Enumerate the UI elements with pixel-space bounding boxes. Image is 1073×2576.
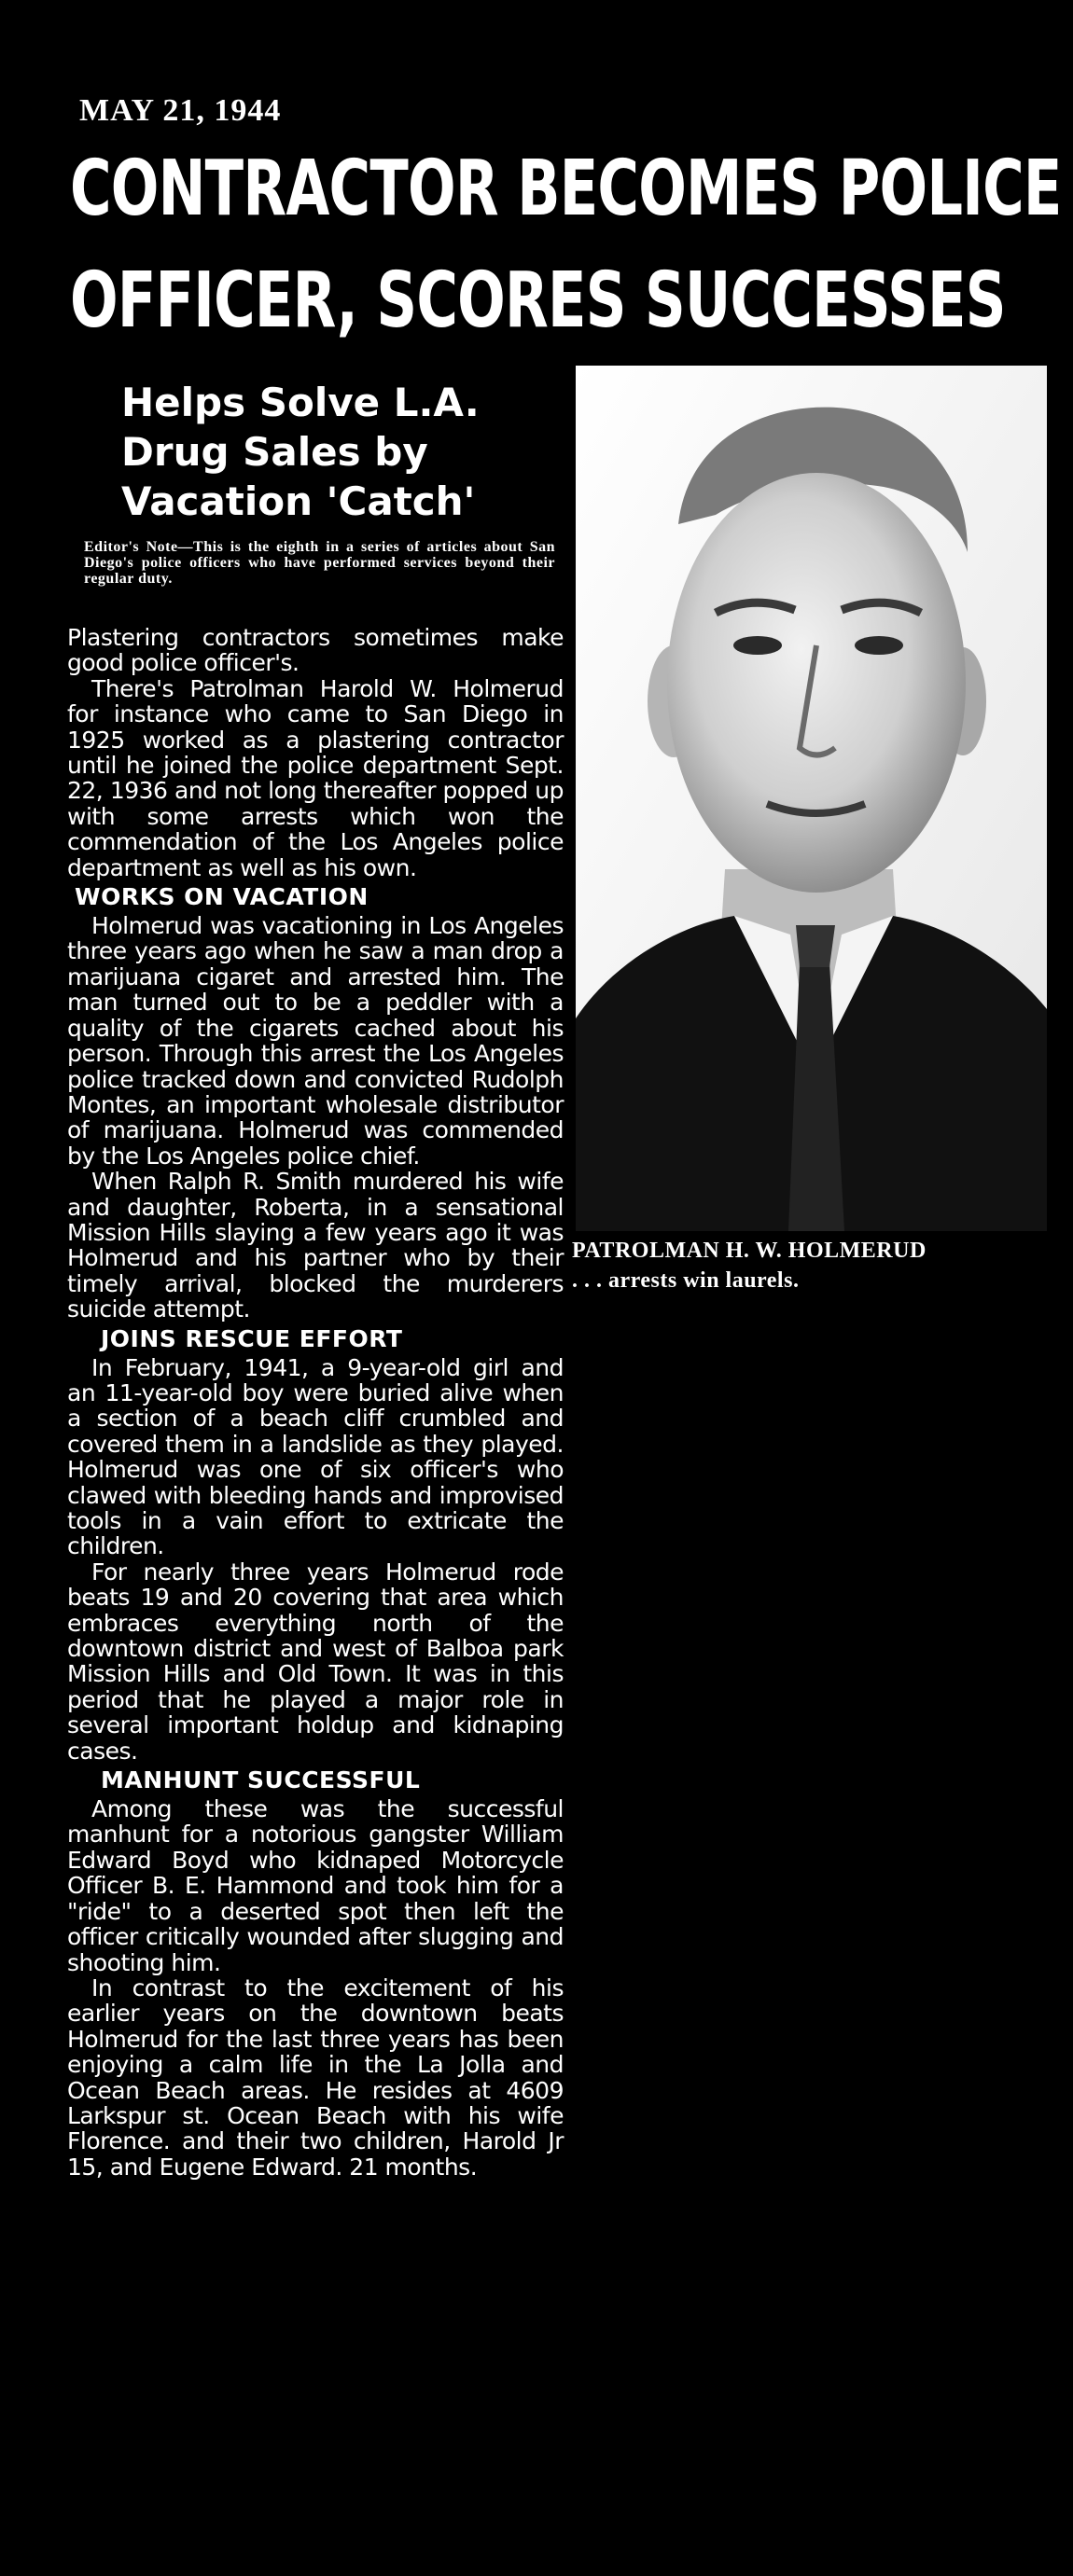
portrait-photo: [576, 366, 1047, 1231]
editors-note: Editor's Note—This is the eighth in a series of articles about San Diego's police officers who have performed services beyond their regular duty.: [84, 539, 555, 587]
portrait-image: [576, 366, 1047, 1231]
article-body: [67, 625, 564, 2180]
paragraph: When Ralph R. Smith murdered his wife and daughter, Roberta, in a sensational Mission Hills slaying a few years ago it was Holmerud and his partner who by their timely arrival, blocked the murderers suicide attempt.: [67, 1168, 564, 1323]
paragraph: For nearly three years Holmerud rode beats 19 and 20 covering that area which embraces everything north of the downtown district and west of Balboa park Mission Hills and Old Town. It was in this period that he played a major role in several important holdup and kidnaping cases.: [67, 1558, 564, 1765]
subheadline: Helps Solve L.A. Drug Sales by Vacation 'Catch': [121, 380, 480, 524]
section-heading: WORKS ON VACATION: [75, 883, 369, 911]
photo-caption-sub: . . . arrests win laurels.: [572, 1268, 800, 1293]
paragraph: Holmerud was vacationing in Los Angeles three years ago when he saw a man drop a marijuana cigaret and arrested him. The man turned out to be a peddler with a quality of the cigarets cached about his person. Through this arrest the Los Angeles police tracked down and convicted Rudolph Montes, an important wholesale distributor of marijuana. Holmerud was commended by the Los Angeles police chief.: [67, 912, 564, 1170]
paragraph: Among these was the successful manhunt for a notorious gangster William Edward Boyd who kidnaped Motorcycle Officer B. E. Hammond and took him for a "ride" to a deserted spot then left the officer critically wounded after slugging and shooting him.: [67, 1795, 564, 1976]
paragraph: Plastering contractors sometimes make good police officer's.: [67, 624, 564, 677]
paragraph: In contrast to the excitement of his earlier years on the downtown beats Holmerud for the last three years has been enjoying a calm life in the La Jolla and Ocean Beach areas. He resides at 4609 Larkspur st. Ocean Beach with his wife Florence. and their two children, Harold Jr 15, and Eugene Edward. 21 months.: [67, 1974, 564, 2181]
section-heading: MANHUNT SUCCESSFUL: [101, 1766, 421, 1794]
paragraph: In February, 1941, a 9-year-old girl and an 11-year-old boy were buried alive when a section of a beach cliff crumbled and covered them in a landslide as they played. Holmerud was one of six officer's who clawed with bleeding hands and improvised tools in a vain effort to extricate the children.: [67, 1353, 564, 1560]
paragraph: There's Patrolman Harold W. Holmerud for instance who came to San Diego in 1925 worked as a plastering contractor until he joined the police department Sept. 22, 1936 and not long thereafter popped up with some arrests which won the commendation of the Los Angeles police department as well as his own.: [67, 674, 564, 881]
headline-line-2: OFFICER, SCORES SUCCESSES: [70, 256, 1006, 345]
headline-line-1: CONTRACTOR BECOMES POLICE: [70, 145, 1062, 233]
section-heading: JOINS RESCUE EFFORT: [101, 1324, 403, 1352]
article-date: MAY 21, 1944: [79, 93, 282, 128]
photo-caption-name: PATROLMAN H. W. HOLMERUD: [572, 1239, 927, 1263]
photo-caption: [572, 1236, 1066, 1295]
